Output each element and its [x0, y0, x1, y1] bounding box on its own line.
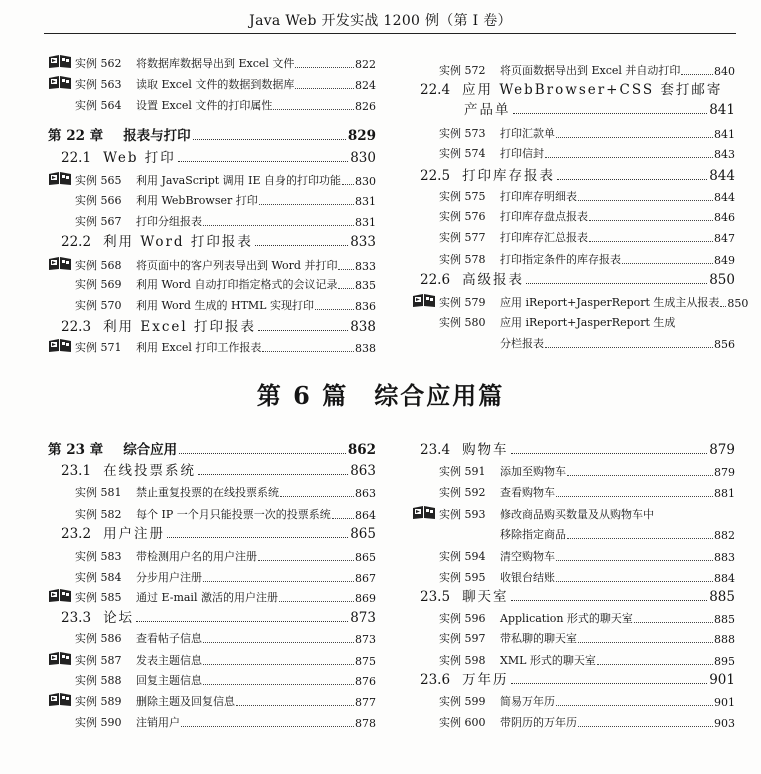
- example-number: 实例 600: [439, 716, 486, 729]
- dot-leader: [280, 496, 354, 497]
- toc-section-row: [61, 459, 376, 479]
- toc-example-row: [412, 58, 735, 78]
- section-title: 聊天室: [462, 589, 509, 605]
- dot-leader: [556, 496, 713, 497]
- icon-slot: [48, 54, 74, 69]
- page-number: 879: [709, 442, 735, 458]
- part-title: 第 6 篇 综合应用篇: [256, 381, 505, 410]
- example-number: 实例 568: [75, 259, 122, 272]
- example-number: 实例 572: [439, 64, 486, 77]
- toc-example-row: [48, 585, 376, 605]
- video-book-icon: [48, 171, 72, 186]
- dot-leader: [295, 88, 354, 89]
- page-number: 840: [714, 65, 735, 78]
- example-number: 实例 590: [75, 716, 122, 729]
- example-title: 分步用户注册: [136, 571, 202, 584]
- example-number: 实例 589: [75, 695, 122, 708]
- section-number: 22.6: [420, 272, 451, 288]
- example-title: 将页面数据导出到 Excel 并自动打印: [500, 64, 681, 77]
- dot-leader: [258, 560, 354, 561]
- section-number: 23.2: [61, 526, 92, 542]
- section-title: 用户注册: [103, 526, 166, 542]
- toc-example-row: [48, 209, 376, 229]
- dot-leader: [262, 351, 354, 352]
- chapter-number: 第 23 章: [48, 442, 104, 458]
- dot-leader: [258, 330, 348, 331]
- page-number: 901: [709, 672, 735, 688]
- example-number: 实例 585: [75, 591, 122, 604]
- dot-leader: [578, 642, 713, 643]
- dot-leader: [136, 621, 348, 622]
- example-number: 实例 564: [75, 99, 122, 112]
- example-title: 打印汇款单: [500, 127, 555, 140]
- page-number: 829: [347, 128, 376, 144]
- video-book-icon: [48, 588, 72, 603]
- page-number: 836: [355, 300, 376, 313]
- example-number: 实例 573: [439, 127, 486, 140]
- dot-leader: [198, 474, 348, 475]
- chapter-title: 综合应用: [123, 442, 178, 458]
- example-number: 实例 575: [439, 190, 486, 203]
- toc-example-row: [412, 184, 735, 204]
- dot-leader: [338, 288, 354, 289]
- example-number: 实例 579: [439, 296, 486, 309]
- toc-example-row: [412, 121, 735, 141]
- page-number: 844: [714, 191, 735, 204]
- page-number: 865: [355, 551, 376, 564]
- dot-leader: [720, 306, 726, 307]
- toc-example-row: [48, 689, 376, 709]
- dot-leader: [178, 161, 348, 162]
- section-title: 应用 WebBrowser+CSS 套打邮寄: [462, 82, 723, 98]
- dot-leader: [513, 113, 708, 114]
- example-number: 实例 597: [439, 632, 486, 645]
- example-number: 实例 562: [75, 57, 122, 70]
- video-book-icon: [48, 692, 72, 707]
- toc-section-row: [420, 438, 735, 458]
- example-number: 实例 566: [75, 194, 122, 207]
- page-number: 895: [714, 655, 735, 668]
- example-title: 简易万年历: [500, 695, 555, 708]
- toc-example-row: [48, 272, 376, 292]
- section-title: 在线投票系统: [103, 463, 197, 479]
- toc-example-row: [412, 310, 735, 330]
- section-title: 购物车: [462, 442, 509, 458]
- dot-leader: [342, 184, 354, 185]
- example-title: 将页面中的客户列表导出到 Word 并打印: [136, 259, 338, 272]
- page-number: 901: [714, 696, 735, 709]
- icon-slot: [48, 256, 74, 271]
- section-title: 利用 Word 打印报表: [103, 234, 253, 250]
- page-number: 864: [355, 509, 376, 522]
- example-title: 每个 IP 一个月只能投票一次的投票系统: [136, 508, 331, 521]
- icon-slot: [48, 338, 74, 353]
- dot-leader: [578, 200, 713, 201]
- example-number: 实例 586: [75, 632, 122, 645]
- example-number: 实例 593: [439, 508, 486, 521]
- dot-leader: [203, 684, 354, 685]
- dot-leader: [203, 581, 354, 582]
- toc-example-row: [412, 225, 735, 245]
- page-number: 824: [355, 79, 376, 92]
- example-number: 实例 588: [75, 674, 122, 687]
- section-title: 利用 Excel 打印报表: [103, 319, 256, 335]
- example-title: Application 形式的聊天室: [500, 612, 633, 625]
- dot-leader: [511, 600, 708, 601]
- example-title: 打印库存汇总报表: [500, 231, 588, 244]
- section-number: 22.1: [61, 150, 92, 166]
- dot-leader: [567, 538, 713, 539]
- toc-example-row: [412, 502, 735, 522]
- page-number: 831: [355, 216, 376, 229]
- page-number: 838: [350, 319, 376, 335]
- video-book-icon: [48, 54, 72, 69]
- page-number: 888: [714, 633, 735, 646]
- example-title: 添加至购物车: [500, 465, 566, 478]
- page-number: 881: [714, 487, 735, 500]
- toc-chapter-row: [48, 124, 376, 144]
- dot-leader: [315, 309, 354, 310]
- example-title: 回复主题信息: [136, 674, 202, 687]
- page-number: 833: [355, 260, 376, 273]
- example-title: 利用 Word 生成的 HTML 实现打印: [136, 299, 314, 312]
- page-number: 875: [355, 655, 376, 668]
- toc-section-row: [61, 146, 376, 166]
- page-number: 822: [355, 58, 376, 71]
- toc-example-row: [48, 168, 376, 188]
- toc-example-row: [48, 710, 376, 730]
- toc-example-row: [412, 459, 735, 479]
- section-title-continued: 产品单: [464, 102, 511, 118]
- example-title: 利用 Excel 打印工作报表: [136, 341, 262, 354]
- icon-slot: [48, 692, 74, 707]
- dot-leader: [578, 726, 713, 727]
- dot-leader: [167, 537, 348, 538]
- toc-example-row: [48, 668, 376, 688]
- toc-section-row: [420, 668, 735, 688]
- icon-slot: [48, 75, 74, 90]
- dot-leader: [589, 241, 713, 242]
- example-number: 实例 584: [75, 571, 122, 584]
- dot-leader: [545, 347, 713, 348]
- dot-leader: [589, 220, 713, 221]
- icon-slot: [412, 293, 438, 308]
- page-number: 876: [355, 675, 376, 688]
- page-number: 873: [355, 633, 376, 646]
- toc-example-row: [412, 565, 735, 585]
- dot-leader: [181, 726, 354, 727]
- page-number: 841: [709, 102, 735, 118]
- section-number: 23.6: [420, 672, 451, 688]
- dot-leader: [511, 683, 708, 684]
- icon-slot: [412, 505, 438, 520]
- example-title: 带检测用户名的用户注册: [136, 550, 257, 563]
- toc-example-row: [412, 648, 735, 668]
- toc-section-row: [61, 606, 376, 626]
- page-number: 873: [350, 610, 376, 626]
- toc-section-row: [61, 315, 376, 335]
- example-title: 注销用户: [136, 716, 180, 729]
- toc-example-row: [412, 331, 735, 351]
- example-title: 发表主题信息: [136, 654, 202, 667]
- running-header: Java Web 开发实战 1200 例（第 I 卷）: [249, 13, 512, 29]
- toc-example-row: [48, 544, 376, 564]
- example-title: 将数据库数据导出到 Excel 文件: [136, 57, 295, 70]
- toc-section-row: [420, 268, 735, 288]
- section-title: 论坛: [103, 610, 135, 626]
- chapter-number: 第 22 章: [48, 128, 104, 144]
- example-number: 实例 599: [439, 695, 486, 708]
- toc-example-row: [48, 335, 376, 355]
- example-number: 实例 595: [439, 571, 486, 584]
- page-number: 903: [714, 717, 735, 730]
- example-number: 实例 580: [439, 316, 486, 329]
- example-number: 实例 576: [439, 210, 486, 223]
- toc-example-row: [48, 648, 376, 668]
- page-number: 830: [355, 175, 376, 188]
- example-number: 实例 571: [75, 341, 122, 354]
- example-number: 实例 598: [439, 654, 486, 667]
- section-number: 22.4: [420, 82, 451, 98]
- example-number: 实例 574: [439, 147, 486, 160]
- example-number: 实例 592: [439, 486, 486, 499]
- toc-example-row: [48, 253, 376, 273]
- dot-leader: [634, 622, 713, 623]
- toc-example-row: [412, 544, 735, 564]
- page-number: 882: [714, 529, 735, 542]
- video-book-icon: [48, 256, 72, 271]
- example-title: 打印指定条件的库存报表: [500, 253, 621, 266]
- dot-leader: [567, 475, 713, 476]
- example-title: 打印库存明细表: [500, 190, 577, 203]
- dot-leader: [203, 664, 354, 665]
- page-number: 844: [709, 168, 735, 184]
- chapter-title: 报表与打印: [123, 128, 191, 144]
- page-number: 865: [350, 526, 376, 542]
- toc-example-row: [48, 51, 376, 71]
- example-number: 实例 582: [75, 508, 122, 521]
- dot-leader: [193, 139, 346, 140]
- toc-example-row: [412, 290, 749, 310]
- video-book-icon: [412, 505, 436, 520]
- example-title: 禁止重复投票的在线投票系统: [136, 486, 279, 499]
- page-number: 835: [355, 279, 376, 292]
- example-number: 实例 587: [75, 654, 122, 667]
- toc-example-row: [412, 710, 735, 730]
- example-title: 读取 Excel 文件的数据到数据库: [136, 78, 295, 91]
- toc-example-row: [412, 480, 735, 500]
- icon-slot: [48, 588, 74, 603]
- page-number: 885: [709, 589, 735, 605]
- page-number: 856: [714, 338, 735, 351]
- example-number: 实例 567: [75, 215, 122, 228]
- section-number: 22.3: [61, 319, 92, 335]
- example-title: 修改商品购买数量及从购物车中: [500, 508, 654, 521]
- page-number: 867: [355, 572, 376, 585]
- example-number: 实例 594: [439, 550, 486, 563]
- dot-leader: [332, 518, 354, 519]
- page-number: 850: [709, 272, 735, 288]
- toc-example-row: [412, 522, 735, 542]
- page-number: 838: [355, 342, 376, 355]
- page-number: 850: [727, 297, 749, 310]
- dot-leader: [622, 263, 713, 264]
- example-title: 清空购物车: [500, 550, 555, 563]
- toc-example-row: [412, 247, 735, 267]
- icon-slot: [48, 651, 74, 666]
- dot-leader: [556, 560, 713, 561]
- page-number: 884: [714, 572, 735, 585]
- dot-leader: [556, 581, 713, 582]
- section-number: 22.5: [420, 168, 451, 184]
- dot-leader: [179, 453, 346, 454]
- page-number: 833: [350, 234, 376, 250]
- page-number: 862: [347, 442, 376, 458]
- toc-example-row: [48, 72, 376, 92]
- toc-example-row: [48, 626, 376, 646]
- toc-example-row: [412, 204, 735, 224]
- example-title: 带私聊的聊天室: [500, 632, 577, 645]
- page-number: 877: [355, 696, 376, 709]
- section-number: 23.5: [420, 589, 451, 605]
- example-number: 实例 563: [75, 78, 122, 91]
- example-title: 应用 iReport+JasperReport 生成主从报表: [500, 296, 720, 309]
- page-number: 883: [714, 551, 735, 564]
- dot-leader: [545, 157, 713, 158]
- dot-leader: [203, 642, 354, 643]
- dot-leader: [236, 705, 354, 706]
- video-book-icon: [48, 75, 72, 90]
- example-title: 利用 WebBrowser 打印: [136, 194, 258, 207]
- example-title: 利用 JavaScript 调用 IE 自身的打印功能: [136, 174, 342, 187]
- page-number: 869: [355, 592, 376, 605]
- dot-leader: [511, 453, 708, 454]
- toc-section-row: [420, 78, 735, 98]
- page-number: 831: [355, 195, 376, 208]
- toc-section-row: [420, 98, 735, 118]
- page-number: 826: [355, 100, 376, 113]
- toc-example-row: [412, 626, 735, 646]
- example-title: 分栏报表: [500, 337, 544, 350]
- page-number: 879: [714, 466, 735, 479]
- toc-example-row: [48, 502, 376, 522]
- example-title: 收银台结账: [500, 571, 555, 584]
- dot-leader: [681, 74, 713, 75]
- icon-slot: [48, 171, 74, 186]
- page-number: 846: [714, 211, 735, 224]
- example-number: 实例 583: [75, 550, 122, 563]
- example-title: 设置 Excel 文件的打印属性: [136, 99, 273, 112]
- example-title: 通过 E-mail 激活的用户注册: [136, 591, 278, 604]
- page-number: 843: [714, 148, 735, 161]
- dot-leader: [338, 269, 354, 270]
- section-number: 23.4: [420, 442, 451, 458]
- toc-chapter-row: [48, 438, 376, 458]
- example-title: 删除主题及回复信息: [136, 695, 235, 708]
- section-number: 23.1: [61, 463, 92, 479]
- example-number: 实例 565: [75, 174, 122, 187]
- toc-example-row: [48, 93, 376, 113]
- section-title: 万年历: [462, 672, 509, 688]
- section-title: Web 打印: [103, 150, 176, 166]
- dot-leader: [597, 664, 713, 665]
- toc-example-row: [412, 689, 735, 709]
- example-number: 实例 569: [75, 278, 122, 291]
- toc-section-row: [61, 522, 376, 542]
- example-number: 实例 570: [75, 299, 122, 312]
- example-title: XML 形式的聊天室: [500, 654, 596, 667]
- section-title: 打印库存报表: [462, 168, 556, 184]
- example-title: 带阴历的万年历: [500, 716, 577, 729]
- toc-example-row: [48, 480, 376, 500]
- example-title: 应用 iReport+JasperReport 生成: [500, 316, 676, 329]
- dot-leader: [203, 225, 354, 226]
- page-number: 878: [355, 717, 376, 730]
- example-number: 实例 596: [439, 612, 486, 625]
- example-number: 实例 581: [75, 486, 122, 499]
- page-number: 863: [350, 463, 376, 479]
- section-number: 22.2: [61, 234, 92, 250]
- page-number: 830: [350, 150, 376, 166]
- example-title: 利用 Word 自动打印指定格式的会议记录: [136, 278, 338, 291]
- page-number: 847: [714, 232, 735, 245]
- example-title: 打印库存盘点报表: [500, 210, 588, 223]
- example-title: 查看购物车: [500, 486, 555, 499]
- dot-leader: [259, 204, 354, 205]
- dot-leader: [556, 705, 713, 706]
- dot-leader: [295, 67, 354, 68]
- toc-example-row: [48, 293, 376, 313]
- dot-leader: [556, 137, 713, 138]
- page-number: 885: [714, 613, 735, 626]
- section-title: 高级报表: [462, 272, 525, 288]
- dot-leader: [273, 109, 354, 110]
- video-book-icon: [48, 338, 72, 353]
- toc-section-row: [420, 164, 735, 184]
- example-title: 打印信封: [500, 147, 544, 160]
- page-number: 841: [714, 128, 735, 141]
- example-number: 实例 578: [439, 253, 486, 266]
- toc-example-row: [48, 565, 376, 585]
- dot-leader: [526, 283, 707, 284]
- example-title: 移除指定商品: [500, 528, 566, 541]
- video-book-icon: [48, 651, 72, 666]
- dot-leader: [255, 245, 348, 246]
- example-title: 打印分组报表: [136, 215, 202, 228]
- toc-example-row: [412, 606, 735, 626]
- example-title: 查看帖子信息: [136, 632, 202, 645]
- page-number: 863: [355, 487, 376, 500]
- example-number: 实例 591: [439, 465, 486, 478]
- example-number: 实例 577: [439, 231, 486, 244]
- page-number: 849: [714, 254, 735, 267]
- toc-section-row: [420, 585, 735, 605]
- dot-leader: [557, 179, 707, 180]
- video-book-icon: [412, 293, 436, 308]
- dot-leader: [279, 601, 354, 602]
- toc-section-row: [61, 230, 376, 250]
- section-number: 23.3: [61, 610, 92, 626]
- toc-example-row: [48, 188, 376, 208]
- toc-example-row: [412, 141, 735, 161]
